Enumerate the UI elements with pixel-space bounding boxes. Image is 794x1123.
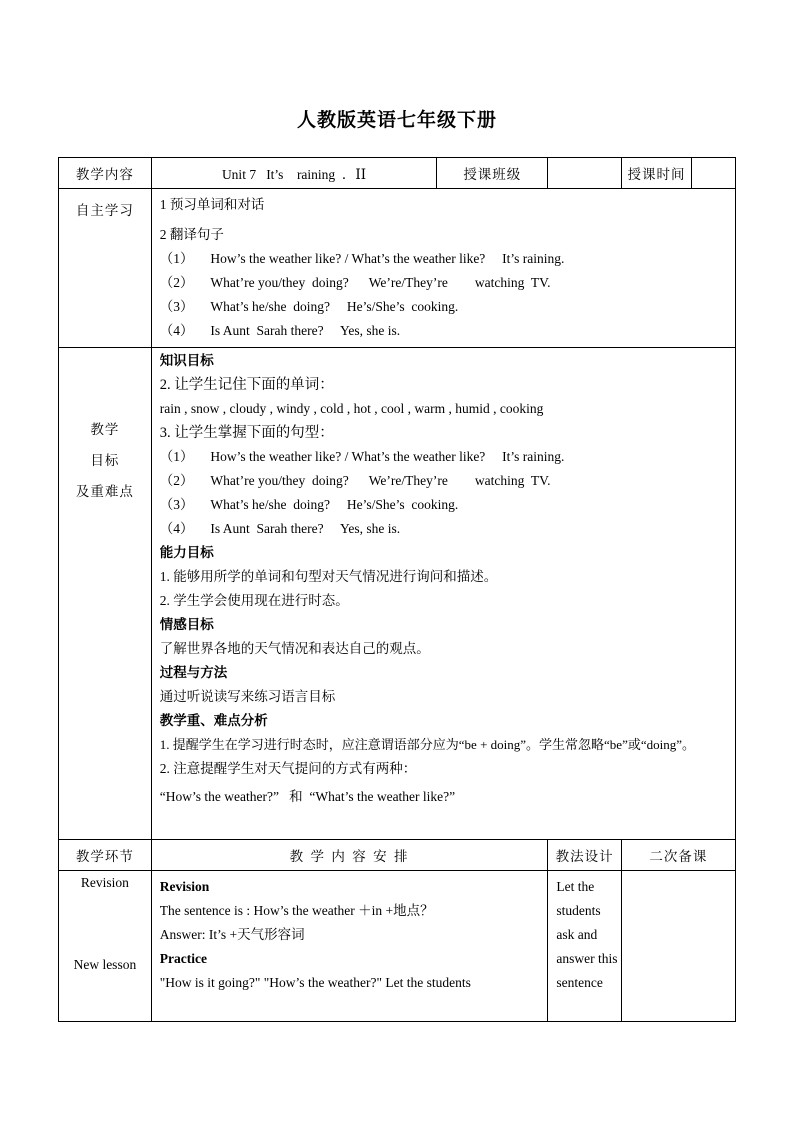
method-line: ask and: [556, 927, 598, 942]
sentence-line: （4） Is Aunt Sarah there? Yes, she is.: [159, 521, 401, 536]
method-line: sentence: [556, 975, 603, 990]
self-study-line: 1 预习单词和对话: [159, 197, 265, 212]
second-prep-header: 二次备课: [621, 840, 735, 871]
ability-title: 能力目标: [159, 545, 214, 560]
lesson-plan-table: [58, 157, 736, 1022]
header-time-label: 授课时间: [621, 158, 691, 189]
emotion-title: 情感目标: [159, 617, 214, 632]
goals-label-line2: 目标: [90, 453, 120, 468]
page-title: 人教版英语七年级下册: [296, 110, 497, 131]
sentence-line: （2） What’re you/they doing? We’re/They’re watching TV.: [159, 473, 551, 488]
knowledge-line: 2. 让学生记住下面的单词：: [159, 377, 334, 393]
self-study-line: 2 翻译句子: [159, 227, 224, 242]
self-study-line: （3） What’s he/she doing? He’s/She’s cooking.: [159, 299, 459, 314]
arrangement-header-row: [59, 840, 736, 871]
self-study-content: [151, 189, 735, 348]
self-study-row: [59, 189, 736, 348]
practice-title: Practice: [159, 951, 207, 966]
key-point-line: 1. 提醒学生在学习进行时态时，应注意谓语部分应为“be + doing”。学生常忽略“be”或“doing”。: [159, 737, 695, 752]
practice-line: "How is it going?" "How’s the weather?" Let the students: [159, 975, 471, 990]
arrangement-content: [151, 871, 548, 1022]
method-line: 通过听说读写来练习语言目标: [159, 689, 336, 704]
header-time-value: [692, 158, 736, 189]
revision-line: The sentence is : How’s the weather ＋in +地点？: [159, 903, 434, 918]
arrangement-header: 教 学 内 容 安 排: [151, 840, 548, 871]
method-line: answer this: [556, 951, 618, 966]
emotion-line: 了解世界各地的天气情况和表达自己的观点。: [159, 641, 430, 656]
stage-header: 教学环节: [59, 840, 152, 871]
self-study-line: （4） Is Aunt Sarah there? Yes, she is.: [159, 323, 401, 338]
goals-label-line3: 及重难点: [75, 484, 134, 499]
knowledge-line: 3. 让学生掌握下面的句型：: [159, 425, 334, 441]
key-points-title: 教学重、难点分析: [159, 713, 268, 728]
header-content-label: 教学内容: [59, 158, 152, 189]
method-line: Let the: [556, 879, 595, 894]
sentence-line: （3） What’s he/she doing? He’s/She’s cooking.: [159, 497, 459, 512]
key-point-line: 2. 注意提醒学生对天气提问的方式有两种：: [159, 761, 417, 776]
method-line: students: [556, 903, 601, 918]
revision-line: Answer: It’s +天气形容词: [159, 927, 305, 942]
self-study-line: （2） What’re you/they doing? We’re/They’re watching TV.: [159, 275, 551, 290]
stage-new-lesson: New lesson: [73, 957, 137, 972]
knowledge-words: rain , snow , cloudy , windy , cold , hot , cool , warm , humid , cooking: [159, 401, 544, 416]
teaching-method-cell: [548, 871, 621, 1022]
stage-cell: [59, 871, 152, 1022]
second-prep-cell: [621, 871, 735, 1022]
header-class-label: 授课班级: [437, 158, 548, 189]
header-class-value: [548, 158, 621, 189]
header-row: [59, 158, 736, 189]
revision-title: Revision: [159, 879, 210, 894]
self-study-label: 自主学习: [59, 189, 152, 348]
stage-revision: Revision: [80, 875, 129, 890]
self-study-line: （1） How’s the weather like? / What’s the weather like? It’s raining.: [159, 251, 565, 266]
teaching-method-header: 教法设计: [548, 840, 621, 871]
goals-row: [59, 348, 736, 840]
key-point-line: “How’s the weather?” 和 “What’s the weather like?”: [159, 789, 456, 804]
ability-line: 1. 能够用所学的单词和句型对天气情况进行询问和描述。: [159, 569, 498, 584]
lesson-row: [59, 871, 736, 1022]
knowledge-title: 知识目标: [159, 353, 214, 368]
goals-label: [59, 348, 152, 840]
sentence-line: （1） How’s the weather like? / What’s the weather like? It’s raining.: [159, 449, 565, 464]
ability-line: 2. 学生学会使用现在进行时态。: [159, 593, 349, 608]
method-title: 过程与方法: [159, 665, 228, 680]
goals-label-line1: 教学: [90, 422, 120, 437]
header-unit: Unit 7 It’s raining ．ⅠⅠ: [151, 158, 436, 189]
goals-content: [151, 348, 735, 840]
